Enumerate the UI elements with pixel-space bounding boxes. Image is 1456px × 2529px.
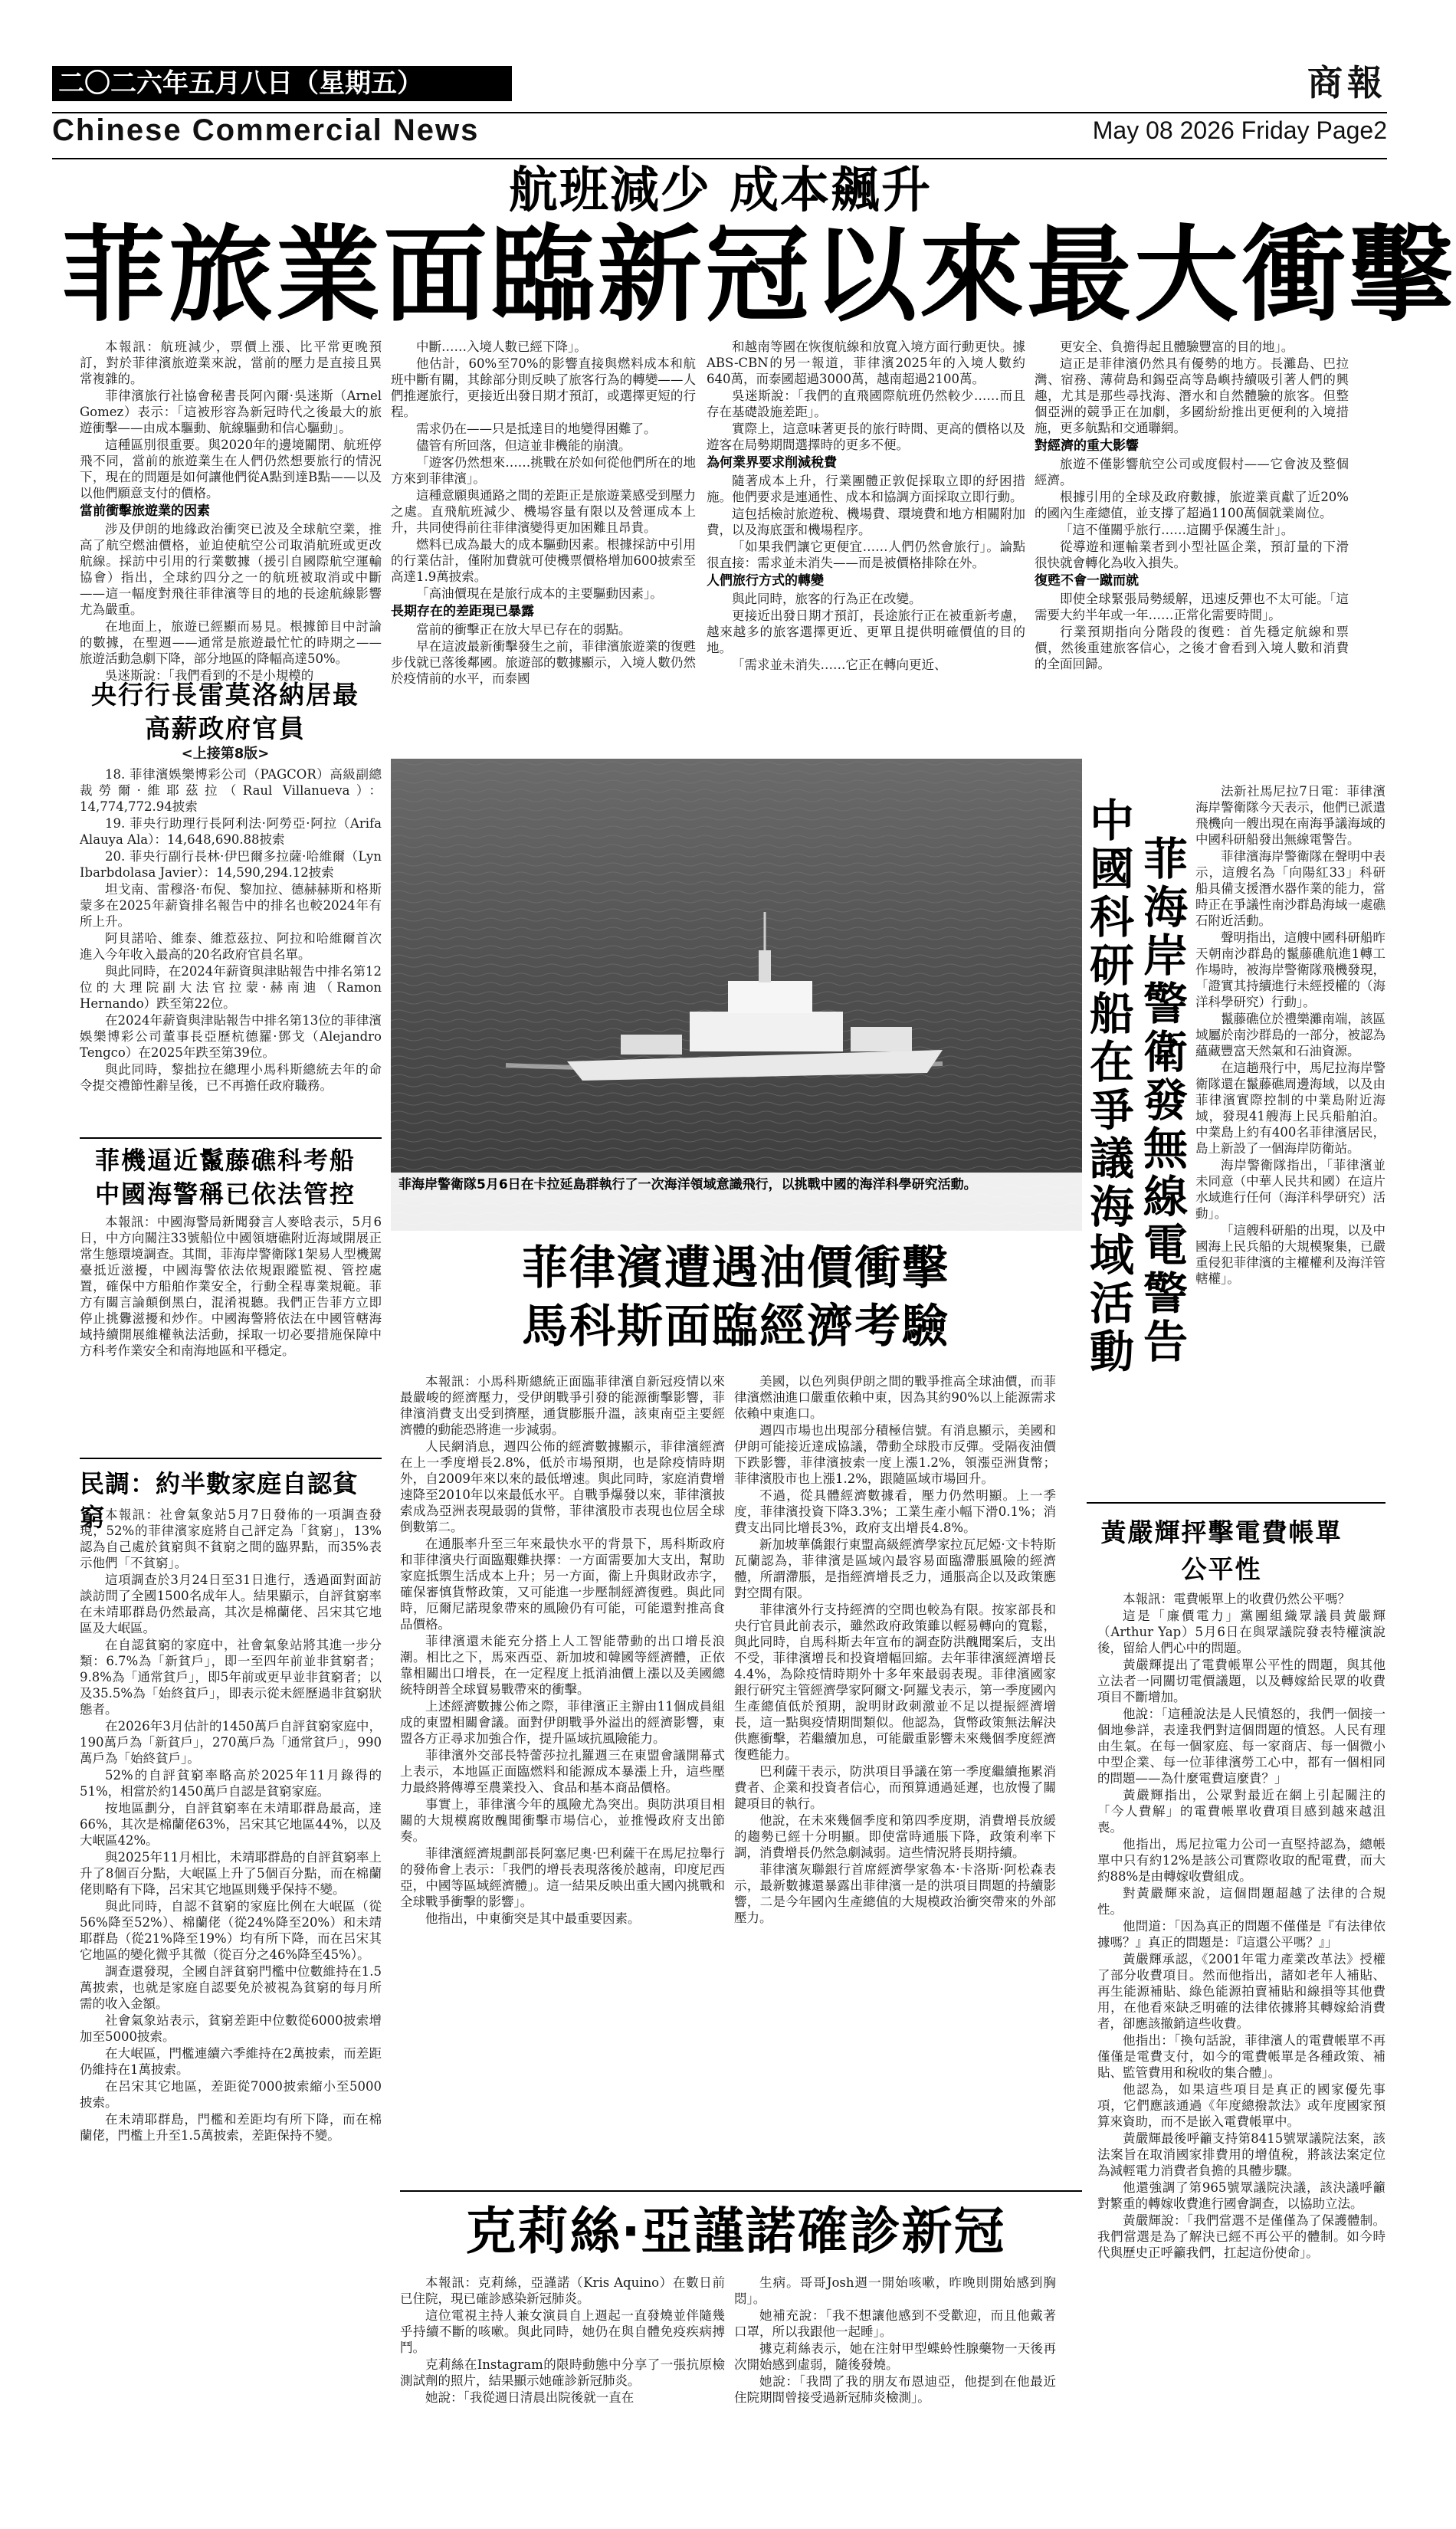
paragraph: 旅遊不僅影響航空公司或度假村——它會波及整個經濟。 [1035, 457, 1349, 487]
paragraph: 更安全、負擔得起且體驗豐富的目的地」。 [1060, 339, 1294, 354]
paragraph: 在未靖耶群島，門檻和差距均有所下降，而在棉蘭佬，門檻上升至1.5萬披索，差距保持不變。 [80, 2112, 382, 2143]
paragraph: 菲律濱灰聯銀行首席經濟學家魯本·卡洛斯·阿松森表示，最新數據還暴露出菲律濱一是的洪項目問題的持續影響，二是今年國內生產總值的大規模政治衝突帶來的外部壓力。 [734, 1862, 1056, 1925]
subheading: 為何業界要求削減稅費 [707, 455, 837, 471]
story2-body [80, 766, 382, 1134]
paragraph: 在2024年薪資與津貼報告中排名第13位的菲律濱娛樂博彩公司董事長亞歷杭德羅·鄧戈（Alejandro Tengco）在2025年跌至第39位。 [80, 1013, 382, 1060]
paragraph: 19. 菲央行助理行長阿利法·阿勞亞·阿拉（Arifa Alauya Ala）：14,648,690.88披索 [80, 816, 382, 847]
paragraph: 他認為，如果這些項目是真正的國家優先事項，它們應該通過《年度總撥款法》或年度國家預算來資助，而不是嵌入電費帳單中。 [1097, 2082, 1385, 2129]
paragraph: 當前的衝擊正在放大早已存在的弱點。 [416, 622, 631, 637]
paragraph: 從導遊和運輸業者到小型社區企業，預訂量的下滑很快就會轉化為收入損失。 [1035, 540, 1349, 570]
paragraph: 他說：「這種說法是人民憤怒的，我們一個接一個地參詳，表達我們對這個問題的憤怒。人民有理由生氣。在每一個家庭、每一家商店、每一個微小中型企業、每一位菲律濱勞工心中，都有一個相同的問題——為什麼電費這麼貴？」 [1097, 1707, 1385, 1786]
paragraph: 美國，以色列與伊朗之間的戰爭推高全球油價，而菲律濱燃油進口嚴重依賴中東，因為其約90%以上能源需求依賴中東進口。 [734, 1374, 1056, 1421]
paragraph: 18. 菲律濱娛樂博彩公司（PAGCOR）高級副總裁勞爾·維耶茲拉（Raul Villanueva）：14,774,772.94披索 [80, 767, 382, 814]
paragraph: 實際上，這意味著更長的旅行時間、更高的價格以及遊客在局勢期間選擇時的更多不便。 [707, 422, 1025, 452]
paragraph: 20. 菲央行副行長林·伊巴爾多拉薩·哈維爾（Lyn Ibarbdolasa Javier）：14,590,294.12披索 [80, 849, 382, 880]
story8-col1 [400, 2275, 725, 2466]
paragraph: 在大岷區，門檻連續六季維持在2萬披索，而差距仍維持在1萬披索。 [80, 2046, 382, 2077]
paragraph: 根據引用的全球及政府數據，旅遊業貢獻了近20%的國內生產總值，並支撐了超過1100萬個就業崗位。 [1035, 490, 1349, 520]
paragraph: 在呂宋其它地區，差距從7000披索縮小至5000披索。 [80, 2079, 382, 2110]
story5-vheadline-a: 菲海岸警衛發無線電警告 [1143, 833, 1188, 1368]
subheading: 長期存在的差距現已暴露 [391, 604, 534, 619]
paragraph: 本報訊：航班減少，票價上漲、比平常更晚預訂，對於菲律濱旅遊業來說，當前的壓力是直接且異常複雜的。 [80, 339, 382, 386]
paragraph: 這是「廉價電力」黨團組織眾議員黃嚴輝（Arthur Yap）5月6日在與眾議院發表特權演說後，留給人們心中的問題。 [1097, 1609, 1385, 1655]
paragraph: 這種意願與通路之間的差距正是旅遊業感受到壓力之處。直飛航班減少、機場容量有限以及營運成本上升，共同使得前往菲律濱變得更加困難且昂貴。 [391, 488, 696, 535]
paragraph: 這項調查於3月24日至31日進行，透過面對面訪談訪問了全國1500名成年人。結果顯示，自評貧窮率在未靖耶群島仍然最高，其次是棉蘭佬、呂宋其它地區及大岷區。 [80, 1573, 382, 1635]
story1-col3 [707, 339, 1025, 670]
paragraph: 中斷……入境人數已經下降」。 [416, 339, 587, 354]
paragraph: 隨著成本上升，行業團體正敦促採取立即的紓困措施。他們要求是連通性、成本和協調方面採取立即行動。 [707, 474, 1025, 504]
divider-story5 [1087, 1502, 1385, 1504]
story1-col4 [1035, 339, 1349, 671]
paragraph: 海岸警衛隊指出，「菲律濱並未同意（中華人民共和國）在這片水域進行任何（海洋科學研究）活動」。 [1195, 1158, 1385, 1221]
story5-vheadline-b: 中國科研船在爭議海域活動 [1089, 795, 1134, 1378]
paragraph: 黃嚴輝承認，《2001年電力產業改革法》授權了部分收費項目。然而他指出，諸如老年人補貼、再生能源補貼、綠色能源拍賣補貼和線損等其他費用，在他看來缺乏明確的法律依據將其轉嫁給消費者，卻應該撤銷這些收費。 [1097, 1952, 1385, 2031]
paragraph: 上述經濟數據公佈之際，菲律濱正主辦由11個成員組成的東盟相關會議。面對伊朗戰爭外溢出的經濟影響，東盟各方正尋求加強合作，提升區域抗風險能力。 [400, 1699, 725, 1746]
ship-at-sea-image [391, 759, 1082, 1231]
paragraph: 「如果我們讓它更便宜……人們仍然會旅行」。論點很直接：需求並未消失——而是被價格排除在外。 [707, 540, 1025, 570]
paragraph: 本報訊：克莉絲，亞謹諾（Kris Aquino）在數日前已住院，現已確診感染新冠肺炎。 [400, 2275, 725, 2306]
paragraph: 人民網消息，週四公佈的經濟數據顯示，菲律濱經濟在上一季度增長2.8%，低於市場預期，也是除疫情時期外，自2009年來以來的最低增速。與此同時，家庭消費增速降至2010年以來最低水平。自戰爭爆發以來，菲律濱披索成為亞洲表現最弱的貨幣，菲律濱股市表現也位居全球倒數第二。 [400, 1439, 725, 1534]
story8-headline: 克莉絲‧亞謹諾確診新冠 [465, 2202, 1006, 2261]
paragraph: 她說：「我問了我的朋友布恩迪亞，他提到在他最近住院期間曾接受過新冠肺炎檢測」。 [734, 2374, 1056, 2405]
story6-headline-1: 菲律濱遭遇油價衝擊 [522, 1242, 949, 1295]
paragraph: 儘管有所回落，但這並非機能的崩潰。 [416, 438, 631, 453]
paragraph: 本報訊：小馬科斯總統正面臨菲律濱自新冠疫情以來最嚴峻的經濟壓力，受伊朗戰爭引發的能源衝擊影響，菲律濱消費支出受到擠壓，通貨膨脹升溫，該東南亞主要經濟體的動能恐將進一步減弱。 [400, 1374, 725, 1437]
paragraph: 鬣藤礁位於禮樂灘南端，該區域屬於南沙群島的一部分，被認為蘊藏豐富天然氣和石油資源。 [1195, 1012, 1385, 1058]
story4-headline: 民調：約半數家庭自認貧窮 [80, 1469, 359, 1532]
paragraph: 克莉絲在Instagram的限時動態中分享了一張抗原檢測試劑的照片，結果顯示她確診新冠肺炎。 [400, 2357, 725, 2388]
paragraph: 「這不僅關乎旅行……這關乎保護生計」。 [1060, 523, 1294, 537]
masthead-date-en: May 08 2026 Friday Page2 [1092, 116, 1387, 144]
masthead [52, 62, 1387, 152]
paragraph: 在這趟飛行中，馬尼拉海岸警衛隊還在鬣藤礁周邊海域，以及由菲律濱實際控制的中業島附近海域，發現41艘海上民兵船舶泊。中業島上約有400名菲律濱居民，島上新設了一個海岸防衛站。 [1195, 1061, 1385, 1156]
story4-body [80, 1507, 382, 2449]
paragraph: 早在這波最新衝擊發生之前，菲律濱旅遊業的復甦步伐就已落後鄰國。旅遊部的數據顯示，入境人數仍然於疫情前的水平，而泰國 [391, 639, 696, 686]
story1-col1 [80, 339, 382, 683]
paragraph: 與此同時，黎拙拉在總理小馬科斯總統去年的命令提交禮節性辭呈後，已不再擔任政府職務。 [80, 1062, 382, 1093]
paragraph: 涉及伊朗的地緣政治衝突已波及全球航空業，推高了航空燃油價格，並迫使航空公司取消航班或更改航線。採訪中引用的行業數據（援引自國際航空運輸協會）指出，全球約四分之一的航班被取消或中斷——這一幅度對飛往菲律濱等目的地的長途航線影響尤為嚴重。 [80, 522, 382, 617]
story6-col2 [734, 1373, 1056, 2186]
divider-story3 [80, 1458, 382, 1459]
subheading: 人們旅行方式的轉變 [707, 573, 824, 589]
paragraph: 據克莉絲表示，她在注射甲型蝶蛉性腺藥物一天後再次開始感到虛弱，隨後發燒。 [734, 2341, 1056, 2372]
paragraph: 他指出：「換句話說，菲律濱人的電費帳單不再僅僅是電費支付，如今的電費帳單是各種政策、補貼、監管費用和稅收的集合體」。 [1097, 2033, 1385, 2080]
paragraph: 52%的自評貧窮率略高於2025年11月錄得的51%，相當於約1450萬戶自認是貧窮家庭。 [80, 1768, 382, 1799]
paragraph: 和越南等國在恢復航線和放寬入境方面行動更快。據ABS-CBN的另一報道，菲律濱2025年的入境人數約640萬，而泰國超過3000萬，越南超過2100萬。 [707, 339, 1025, 386]
paragraph: 菲律濱海岸警衛隊在聲明中表示，這艘名為「向陽紅33」科研船具備支援潛水器作業的能力，當時正在爭議性南沙群島海域一處礁石附近活動。 [1195, 849, 1385, 928]
subheading: 對經濟的重大影響 [1035, 438, 1139, 454]
paragraph: 吳迷斯說：「我們的直飛國際航班仍然較少……而且存在基礎設施差距」。 [707, 389, 1025, 419]
story3-headline: 菲機逼近鬣藤礁科考船中國海警稱已依法管控 [94, 1146, 356, 1209]
paragraph: 在2026年3月估計的1450萬戶自評貧窮家庭中，190萬戶為「新貧戶」，270萬戶為「通常貧戶」，990萬戶為「始終貧戶」。 [80, 1719, 382, 1766]
masthead-date-cn: 二〇二六年五月八日（星期五） [58, 68, 423, 99]
paragraph: 她補充說：「我不想讓他感到不受歡迎，而且他戴著口罩，所以我跟他一起睡」。 [734, 2308, 1056, 2339]
paragraph: 菲律濱外交部長特蕾莎拉扎羅週三在東盟會議開幕式上表示，本地區正面臨燃料和能源成本暴漲上升，這些壓力最終將傳導至農業投入、食品和基本商品價格。 [400, 1748, 725, 1795]
paragraph: 在地面上，旅遊已經顯而易見。根據節目中討論的數據，在聖週——通常是旅遊最忙忙的時期之——旅遊活動急劇下降，部分地區的降幅高達50%。 [80, 619, 382, 666]
paragraph: 他說，在未來幾個季度和第四季度期，消費增長放緩的趨勢已經十分明顯。即使當時通脹下降，政策利率下調，消費增長仍然急劇減弱。這些情況將長期持續。 [734, 1813, 1056, 1860]
paragraph: 行業預期指向分階段的復甦：首先穩定航線和票價，然後重建旅客信心，之後才會看到入境人數和消費的全面回歸。 [1035, 625, 1349, 671]
paragraph: 更接近出發日期才預訂，長途旅行正在被重新考慮，越來越多的旅客選擇更近、更單且提供明確價值的目的地。 [707, 608, 1025, 655]
story6-col1 [400, 1373, 725, 2186]
paragraph: 週四市場也出現部分積極信號。有消息顯示，美國和伊朗可能接近達成協議，帶動全球股市反彈。受隔夜油價下跌影響，菲律濱披索一度上漲1.2%，領漲亞洲貨幣；菲律濱股市也上漲1.2%，跟隨區域市場回升。 [734, 1423, 1056, 1486]
paragraph: 她說：「我從週日清晨出院後就一直在 [425, 2390, 635, 2405]
divider-story2 [80, 1137, 382, 1139]
story1-kicker: 航班減少 成本飆升 [508, 162, 933, 219]
paragraph: 吳迷斯說：「我們看到的不是小規模的 [105, 668, 314, 683]
paragraph: 「遊客仍然想來……挑戰在於如何從他們所在的地方來到菲律濱」。 [391, 455, 696, 486]
story1-col2 [391, 339, 696, 686]
story6-headline-2: 馬科斯面臨經濟考驗 [522, 1300, 949, 1353]
story2-headline: 央行行長雷莫洛納居最高薪政府官員 [91, 680, 359, 743]
paragraph: 黃嚴輝提出了電費帳單公平性的問題，與其他立法者一同關切電價議題，以及轉嫁給民眾的收費項目不斷增加。 [1097, 1658, 1385, 1704]
paragraph: 菲律濱旅行社協會秘書長阿內爾·吳迷斯（Arnel Gomez）表示：「這被形容為新冠時代之後最大的旅遊衝擊——由成本驅動、航線驅動和信心驅動」。 [80, 389, 382, 435]
subheading: 復甦不會一蹴而就 [1035, 573, 1139, 589]
paragraph: 「高油價現在是旅行成本的主要驅動因素」。 [416, 586, 663, 601]
paragraph: 黃嚴輝說：「我們當選不是僅僅為了保護體制。我們當選是為了解決已經不再公平的體制。如今時代與歷史正呼籲我們，扛起這份使命」。 [1097, 2213, 1385, 2260]
paragraph: 與2025年11月相比，未靖耶群島的自評貧窮率上升了8個百分點，大岷區上升了5個百分點，而在棉蘭佬則略有下降，呂宋其它地區則幾乎保持不變。 [80, 1850, 382, 1897]
paragraph: 「需求並未消失……它正在轉向更近、 [732, 658, 947, 672]
paragraph: 他問道：「因為真正的問題不僅僅是『有法律依據嗎？』真正的問題是：『這還公平嗎？』」 [1097, 1919, 1385, 1950]
paragraph: 黃嚴輝指出，公眾對最近在網上引起關注的「今人費解」的電費帳單收費項目感到越來越沮喪。 [1097, 1788, 1385, 1835]
paragraph: 燃料已成為最大的成本驅動因素。根據採訪中引用的行業估計，僅附加費就可使機票價格增加600披索至高達1.9萬披索。 [391, 537, 696, 584]
paragraph: 他還強調了第965號眾議院決議，該決議呼籲對繁重的轉嫁收費進行國會調查，以協助立法。 [1097, 2180, 1385, 2211]
paragraph: 與此同時，旅客的行為正在改變。 [732, 592, 922, 606]
paragraph: 這包括檢討旅遊稅、機場費、環境費和地方相關附加費，以及海底蛋和機場程序。 [707, 507, 1025, 537]
paragraph: 這位電視主持人兼女演員自上週起一直發燒並伴隨幾乎持續不斷的咳嗽。與此同時，她仍在與自體免疫疾病搏鬥。 [400, 2308, 725, 2355]
paragraph: 法新社馬尼拉7日電：菲律濱海岸警衛隊今天表示，他們已派遣飛機向一艘出現在南海爭議海域的中國科研船發出無線電警告。 [1195, 784, 1385, 847]
paragraph: 這種區別很重要。與2020年的邊境關閉、航班停飛不同，當前的旅遊業生在人們仍然想要旅行的情況下，現在的問題是如何讓他們從A點到達B點——以及以他們願意支付的價格。 [80, 438, 382, 500]
story3-body [80, 1214, 382, 1456]
paragraph: 菲律濱經濟規劃部長阿塞尼奧·巴利薩干在馬尼拉舉行的發佈會上表示：「我們的增長表現落後於越南，印度尼西亞，中國等區域經濟體」。這一結果反映出重大國內挑戰和全球戰爭衝擊的影響」。 [400, 1846, 725, 1909]
paragraph: 在通脹率升至三年來最快水平的背景下，馬科斯政府和菲律濱央行面臨艱難抉擇：一方面需要加大支出，幫助家庭抵禦生活成本上升；另一方面，衞上升與財政赤字，確保審慎貨幣政策，又可能進一步壓制經濟復甦。與此同時，厄爾尼諾現象帶來的風險仍有可能，可能還對推高食品價格。 [400, 1537, 725, 1632]
paragraph: 本報訊：社會氣象站5月7日發佈的一項調查發現，52%的菲律濱家庭將自己評定為「貧窮」，13%認為自己處於貧窮與不貧窮之間的臨界點，而35%表示他們「不貧窮」。 [80, 1507, 382, 1570]
paragraph: 黃嚴輝最後呼籲支持第8415號眾議院法案，該法案旨在取消國家排費用的增值稅，將該法案定位為減輕電力消費者負擔的具體步驟。 [1097, 2131, 1385, 2178]
masthead-paper-cn: 商報 [1307, 62, 1387, 103]
paragraph: 在自認貧窮的家庭中，社會氣象站將其進一步分類：6.7%為「新貧戶」，即一至四年前並非貧窮者；9.8%為「通常貧戶」，即5年前或更早並非貧窮者；以及35.5%為「始終貧戶」，即表示從未經歷過非貧窮狀態者。 [80, 1638, 382, 1717]
paragraph: 不過，從具體經濟數據看，壓力仍然明顯。上一季度，菲律濱投資下降3.3%；工業生產小幅下滑0.1%；消費支出同比增長3%，政府支出增長4.8%。 [734, 1488, 1056, 1535]
story2-continued: <上接第8版> [181, 746, 270, 762]
paragraph: 這正是菲律濱仍然具有優勢的地方。長灘島、巴拉灣、宿務、薄荷島和錫亞高等島嶼持續吸引著人們的興趣，尤其是那些尋找海、潛水和自然體驗的旅客。但整個亞洲的競爭正在加劇，多國紛紛推出更便利的入境措施，更多航點和交通聯網。 [1035, 356, 1349, 435]
paragraph: 事實上，菲律濱今年的風險尤為突出。與防洪項目相關的大規模腐敗醜聞衝擊市場信心，並推慢政府支出節奏。 [400, 1797, 725, 1844]
paragraph: 與此同時，在2024年薪資與津貼報告中排名第12位的大理院副大法官拉蒙·赫南迪（Ramon Hernando）跌至第22位。 [80, 964, 382, 1011]
paragraph: 按地區劃分，自評貧窮率在未靖耶群島最高，達66%，其次是棉蘭佬63%，呂宋其它地區44%，以及大岷區42%。 [80, 1801, 382, 1848]
paragraph: 需求仍在——只是抵達目的地變得困難了。 [416, 422, 657, 436]
masthead-paper-en: Chinese Commercial News [52, 113, 480, 147]
paragraph: 他估計，60%至70%的影響直接與燃料成本和航班中斷有關，其餘部分則反映了旅客行為的轉變——人們推遲旅行，更接近出發日期才預訂，或選擇更短的行程。 [391, 356, 696, 419]
paragraph: 對黃嚴輝來說，這個問題超越了法律的合規性。 [1097, 1886, 1385, 1917]
story8-col2 [734, 2275, 1056, 2466]
masthead-rule-bottom [52, 158, 1387, 159]
paragraph: 巴利薩干表示，防洪項目爭議在第一季度繼續拖累消費者、企業和投資者信心，而預算通過延遲，也放慢了關鍵項目的執行。 [734, 1764, 1056, 1811]
paragraph: 他指出，馬尼拉電力公司一直堅持認為，總帳單中只有約12%是該公司實際收取的配電費，而大約88%是由轉嫁收費組成。 [1097, 1837, 1385, 1884]
paragraph: 坦戈南、雷穆洛·布倪、黎加拉、德赫赫斯和格斯蒙多在2025年薪資排名報告中的排名也較2024年有所上升。 [80, 882, 382, 929]
paragraph: 聲明指出，這艘中國科研船昨天朝南沙群島的鬣藤礁航進1轉工作場時，被海岸警衛隊飛機發現，「證實其持續進行未經授權的（海洋科學研究）行動」。 [1195, 930, 1385, 1009]
paragraph: 菲律濱還未能充分搭上人工智能帶動的出口增長浪潮。相比之下，馬來西亞、新加坡和韓國等經濟體，正依靠相關出口增長，在一定程度上抵消油價上漲以及美國總統特朗普全球貿易戰帶來的衝擊。 [400, 1634, 725, 1697]
paragraph: 調查還發現，全國自評貧窮門檻中位數維持在1.5萬披索，也就是家庭自認要免於被視為貧窮的每月所需的收入金額。 [80, 1964, 382, 2011]
paragraph: 即使全球緊張局勢緩解，迅速反彈也不太可能。「這需要大約半年或一年……正常化需要時間」。 [1035, 592, 1349, 622]
paragraph: 「這艘科研船的出現，以及中國海上民兵船的大規模聚集，已嚴重侵犯菲律濱的主權權利及海洋管轄權」。 [1195, 1223, 1385, 1286]
story7-body [1097, 1591, 1385, 2465]
paragraph: 社會氣象站表示，貧窮差距中位數從6000披索增加至5000披索。 [80, 2013, 382, 2044]
paragraph: 新加坡華僑銀行東盟高級經濟學家拉瓦尼婭·文卡特斯瓦蘭認為，菲律濱是區域內最容易面臨滯脹風險的經濟體，所謂滯脹，是指經濟增長乏力，通脹高企以及政策應對空間有限。 [734, 1537, 1056, 1600]
story5-body [1195, 783, 1385, 1499]
subheading: 當前衝擊旅遊業的因素 [80, 504, 210, 519]
story7-headline: 黃嚴輝抨擊電費帳單公平性 [1100, 1517, 1343, 1584]
story1-headline: 菲旅業面臨新冠以來最大衝擊 [61, 215, 1456, 336]
divider-story8 [400, 2190, 1082, 2192]
paragraph: 阿貝諾哈、維泰、維惹茲拉、阿拉和哈維爾首次進入今年收入最高的20名政府官員名單。 [80, 931, 382, 962]
paragraph: 本報訊：電費帳單上的收費仍然公平嗎？ [1123, 1592, 1350, 1606]
photo-caption: 菲海岸警衛隊5月6日在卡拉延島群執行了一次海洋領域意識飛行，以挑戰中國的海洋科學研究活動。 [398, 1177, 977, 1192]
paragraph: 與此同時，自認不貧窮的家庭比例在大岷區（從56%降至52%）、棉蘭佬（從24%降至20%）和未靖耶群島（從21%降至19%）均有所下降，而在呂宋其它地區的變化微乎其微（從百分之46%降至45%）。 [80, 1899, 382, 1962]
paragraph: 本報訊：中國海警局新聞發言人麥晗表示，5月6日，中方向關注33號船位中國領塘礁附近海域開展正常生態環境調查。其間，菲海岸警衛隊1架易人型機駕臺抵近滋擾，中國海警依法依規跟蹤監視、管控處置，確保中方船舶作業安全，行動全程專業規範。菲方有關言論顛倒黑白，混淆視聽。我們正告菲方立即停止挑釁滋擾和炒作。中國海警將依法在中國管轄海域持續開展維權執法活動，採取一切必要措施保障中方科考作業安全和南海地區和平穩定。 [80, 1215, 382, 1358]
paragraph: 他指出，中東衝突是其中最重要因素。 [425, 1911, 641, 1926]
paragraph: 生病。哥哥Josh週一開始咳嗽，昨晚則開始感到胸悶」。 [734, 2275, 1056, 2306]
paragraph: 菲律濱外行支持經濟的空間也較為有限。按家部長和央行官員此前表示，雖然政府政策雖以輕易轉向的寬鬆，與此同時，自馬科斯去年宣布的調查防洪醜聞案后，支出不受，菲律濱增長和投資增幅回縮。去年菲律濱經濟增長4.4%，為除疫情時期外十多年來最弱表現。菲律濱國家銀行研究主管經濟學家阿爾文·阿羅戈表示，第一季度國內生產總值低於預期，說明財政刺激並不足以提振經濟增長，這一點與疫情期間類似。他認為，貨幣政策無法解決供應衝擊，若繼續加息，可能嚴重影響未來幾個季度經濟復甦能力。 [734, 1602, 1056, 1762]
masthead-rule-top [52, 112, 1387, 113]
coast-guard-photo [391, 759, 1082, 1231]
